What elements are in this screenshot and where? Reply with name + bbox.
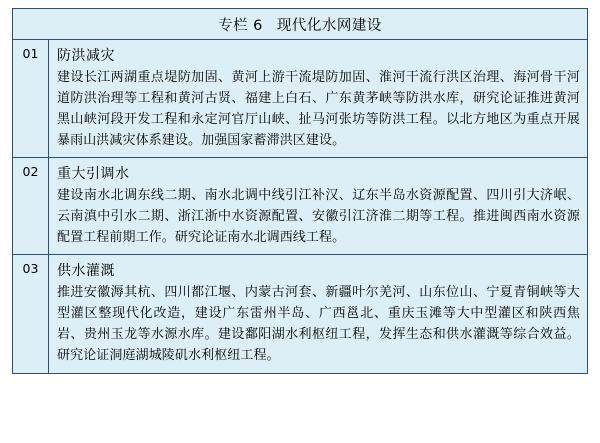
item-heading: 重大引调水: [57, 166, 130, 183]
item-body: 建设南水北调东线二期、南水北调中线引江补汉、辽东半岛水资源配置、四川引大济岷、云南滇中引水二期、浙江浙中水资源配置、安徽引江济淮二期等工程。推进闽西南水资源配置工程前期工作。研究论证南水北调西线工程。: [57, 188, 580, 246]
item-heading: 供水灌溉: [57, 263, 115, 280]
list-item: [13, 255, 587, 373]
item-number-cell: [13, 255, 49, 372]
item-body: 建设长江两湖重点堤防加固、黄河上游干流堤防加固、淮河干流行洪区治理、海河骨干河道防洪治理等工程和黄河古贤、福建上白石、广东黄茅峡等防洪水库，研究论证推进黄河黑山峡河段开发工程和永定河官厅山峡、扯马河张坊等防洪工程。以北方地区为重点开展暴雨山洪减灾体系建设。加强国家蓄滞洪区建设。: [57, 70, 580, 149]
item-number-cell: [13, 40, 49, 157]
feature-box: [12, 8, 588, 374]
list-item: [13, 40, 587, 158]
item-number: 02: [22, 164, 39, 180]
box-title-label: 专栏 6: [218, 17, 263, 34]
item-content-cell: [49, 255, 587, 372]
item-number-cell: [13, 158, 49, 254]
item-content-cell: [49, 40, 587, 157]
list-item: [13, 158, 587, 255]
item-body: 推进安徽溽其杭、四川都江堰、内蒙古河套、新疆叶尔羌河、山东位山、宁夏青铜峡等大型灌区整现代化改造，建设广东雷州半岛、广西邕北、重庆玉滩等大中型灌区和陕西焦岩、贵州玉龙等水源水库。建设鄱阳湖水利枢纽工程，发挥生态和供水灌溉等综合效益。研究论证洞庭湖城陵矶水利枢纽工程。: [57, 285, 580, 364]
item-number: 03: [22, 261, 39, 277]
box-title: [218, 14, 382, 35]
box-title-row: [13, 9, 587, 40]
box-title-text: 现代化水网建设: [276, 17, 382, 34]
item-content-cell: [49, 158, 587, 254]
item-heading: 防洪减灾: [57, 48, 115, 64]
item-number: 01: [22, 46, 39, 61]
